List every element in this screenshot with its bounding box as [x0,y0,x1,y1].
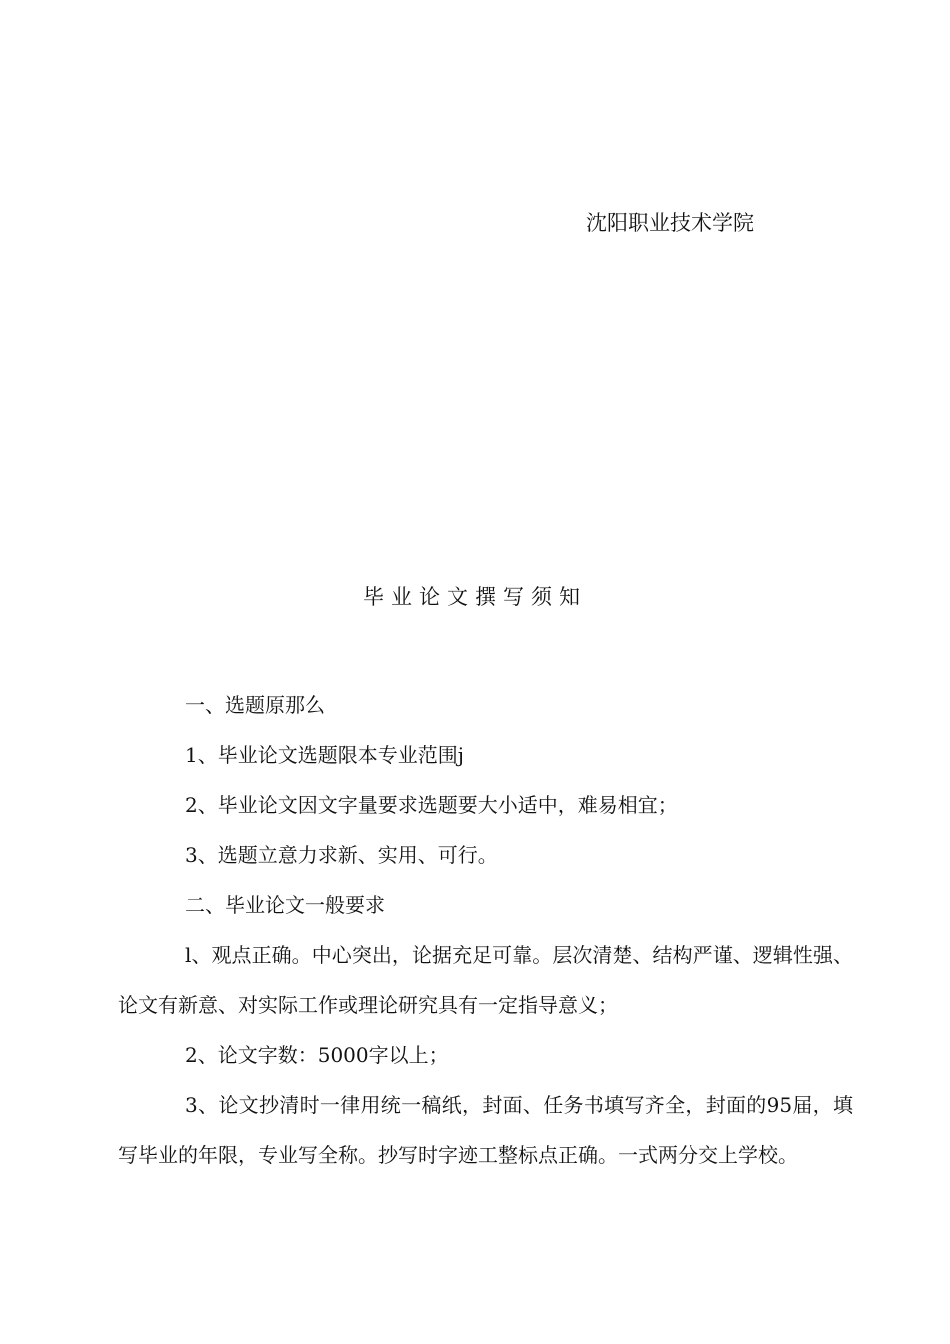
document-body [118,680,853,1180]
paragraph-item: 1、毕业论文选题限本专业范围j [185,743,464,767]
institution-name: 沈阳职业技术学院 [586,211,754,235]
paragraph-item: 2、论文字数：5000字以上； [185,1043,449,1067]
paragraph-item: 2、毕业论文因文字量要求选题要大小适中，难易相宜； [185,793,678,817]
section-heading-general-requirements: 二、毕业论文一般要求 [185,893,385,917]
paragraph-item: 3、论文抄清时一律用统一稿纸，封面、任务书填写齐全，封面的95届，填写毕业的年限，专业写全称。抄写时字迹工整标点正确。一式两分交上学校。 [118,1093,853,1167]
paragraph-item: 3、选题立意力求新、实用、可行。 [185,843,498,867]
paragraph-item: l、观点正确。中心突出，论据充足可靠。层次清楚、结构严谨、逻辑性强、论文有新意、对实际工作或理论研究具有一定指导意义； [118,943,853,1017]
section-heading-topic-principles: 一、选题原那么 [185,693,325,717]
document-title: 毕业论文撰写须知 [363,585,587,609]
